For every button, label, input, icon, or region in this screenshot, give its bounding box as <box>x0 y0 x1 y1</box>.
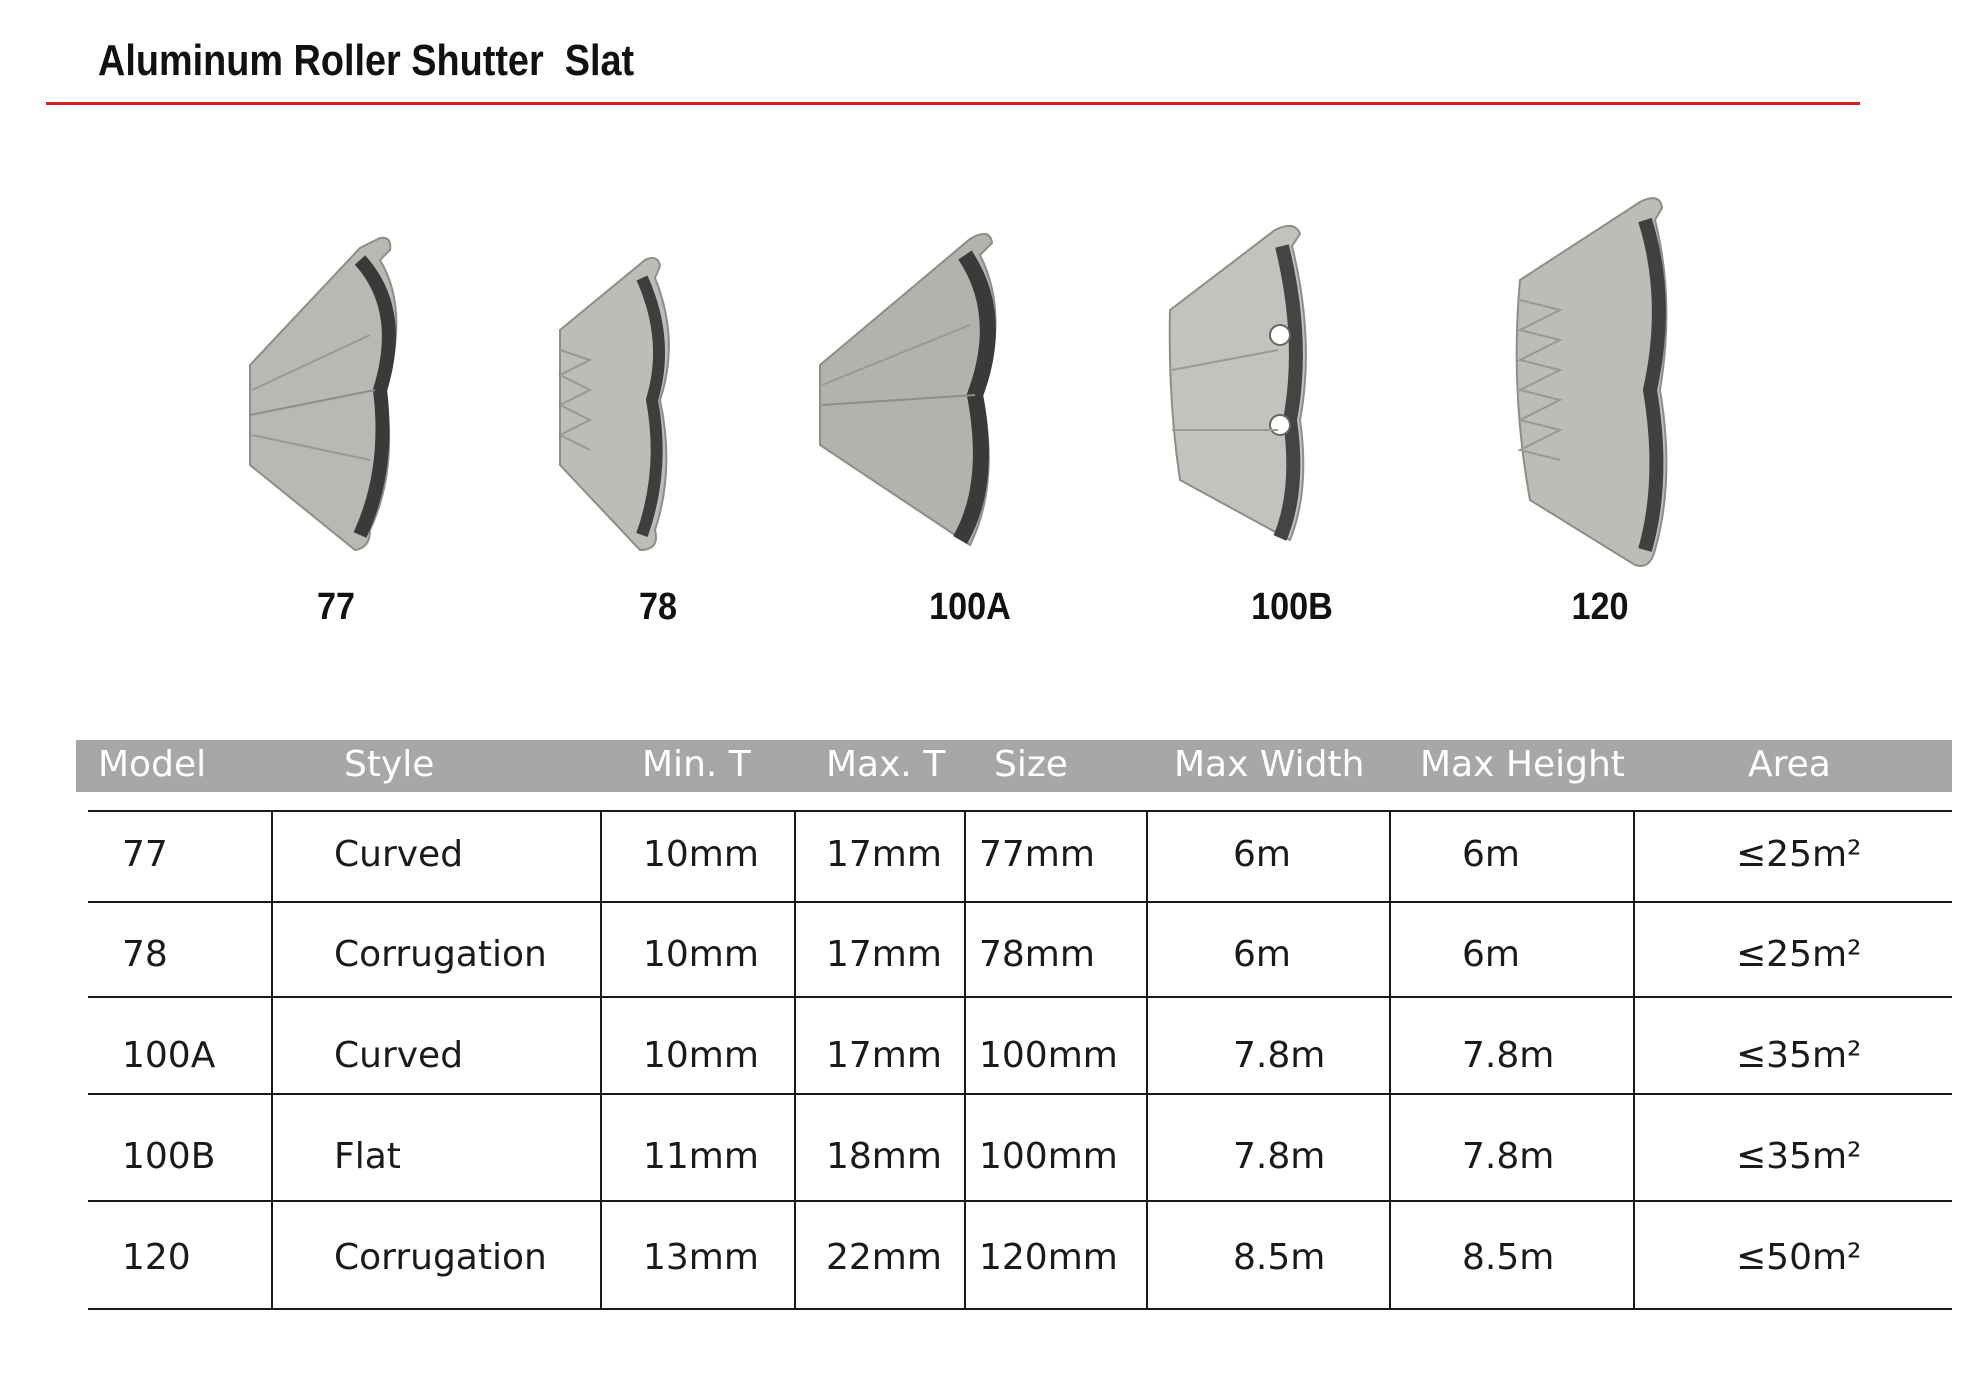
cell-size: 78mm <box>979 934 1095 975</box>
table-divider <box>1389 810 1391 1310</box>
table-divider <box>964 810 966 1310</box>
cell-model: 100A <box>122 1035 216 1076</box>
cell-max-t: 18mm <box>826 1136 942 1177</box>
header-style: Style <box>344 744 435 785</box>
table-rule <box>88 901 1952 903</box>
cell-area: ≤25m² <box>1736 934 1862 975</box>
table-divider <box>1146 810 1148 1310</box>
page-title: Aluminum Roller Shutter Slat <box>98 36 635 85</box>
cell-max-width: 6m <box>1233 934 1291 975</box>
cell-min-t: 10mm <box>643 934 759 975</box>
cell-max-width: 8.5m <box>1233 1237 1326 1278</box>
slat-label: 77 <box>316 586 356 628</box>
cell-model: 100B <box>122 1136 216 1177</box>
table-rule <box>88 1093 1952 1095</box>
slat-image-77 <box>220 230 430 560</box>
slat-image-78 <box>530 250 710 560</box>
cell-model: 120 <box>122 1237 191 1278</box>
slat-label: 78 <box>638 586 678 628</box>
cell-area: ≤35m² <box>1736 1136 1862 1177</box>
cell-area: ≤50m² <box>1736 1237 1862 1278</box>
header-area: Area <box>1748 744 1831 785</box>
cell-style: Flat <box>334 1136 401 1177</box>
cell-model: 77 <box>122 834 168 875</box>
header-max-height: Max Height <box>1420 744 1625 785</box>
slat-image-120 <box>1500 190 1700 580</box>
cell-style: Corrugation <box>334 934 547 975</box>
table-rule <box>88 810 1952 812</box>
cell-size: 100mm <box>979 1035 1118 1076</box>
cell-max-width: 6m <box>1233 834 1291 875</box>
cell-max-height: 7.8m <box>1462 1035 1555 1076</box>
table-rule <box>88 1200 1952 1202</box>
cell-size: 120mm <box>979 1237 1118 1278</box>
table-divider <box>271 810 273 1310</box>
cell-max-t: 17mm <box>826 934 942 975</box>
cell-style: Curved <box>334 1035 464 1076</box>
cell-max-t: 17mm <box>826 1035 942 1076</box>
header-model: Model <box>98 744 207 785</box>
cell-style: Corrugation <box>334 1237 547 1278</box>
cell-size: 77mm <box>979 834 1095 875</box>
table-divider <box>1633 810 1635 1310</box>
cell-min-t: 10mm <box>643 1035 759 1076</box>
slat-image-100B <box>1160 220 1340 560</box>
table-divider <box>794 810 796 1310</box>
slat-label: 100A <box>929 586 1011 628</box>
cell-max-height: 8.5m <box>1462 1237 1555 1278</box>
header-max-width: Max Width <box>1174 744 1365 785</box>
table-rule <box>88 1308 1952 1310</box>
cell-min-t: 11mm <box>643 1136 759 1177</box>
cell-max-height: 7.8m <box>1462 1136 1555 1177</box>
title-underline <box>46 102 1860 105</box>
slat-image-100A <box>800 225 1030 565</box>
cell-min-t: 10mm <box>643 834 759 875</box>
table-divider <box>600 810 602 1310</box>
spec-table-header <box>76 740 1952 792</box>
header-min-t: Min. T <box>642 744 751 785</box>
table-rule <box>88 996 1952 998</box>
cell-area: ≤35m² <box>1736 1035 1862 1076</box>
cell-size: 100mm <box>979 1136 1118 1177</box>
cell-max-height: 6m <box>1462 834 1520 875</box>
cell-max-width: 7.8m <box>1233 1136 1326 1177</box>
cell-model: 78 <box>122 934 168 975</box>
slat-label: 120 <box>1571 586 1629 628</box>
cell-style: Curved <box>334 834 464 875</box>
cell-max-t: 22mm <box>826 1237 942 1278</box>
cell-min-t: 13mm <box>643 1237 759 1278</box>
cell-area: ≤25m² <box>1736 834 1862 875</box>
cell-max-width: 7.8m <box>1233 1035 1326 1076</box>
header-max-t: Max. T <box>826 744 946 785</box>
cell-max-t: 17mm <box>826 834 942 875</box>
slat-label: 100B <box>1251 586 1333 628</box>
cell-max-height: 6m <box>1462 934 1520 975</box>
header-size: Size <box>994 744 1068 785</box>
